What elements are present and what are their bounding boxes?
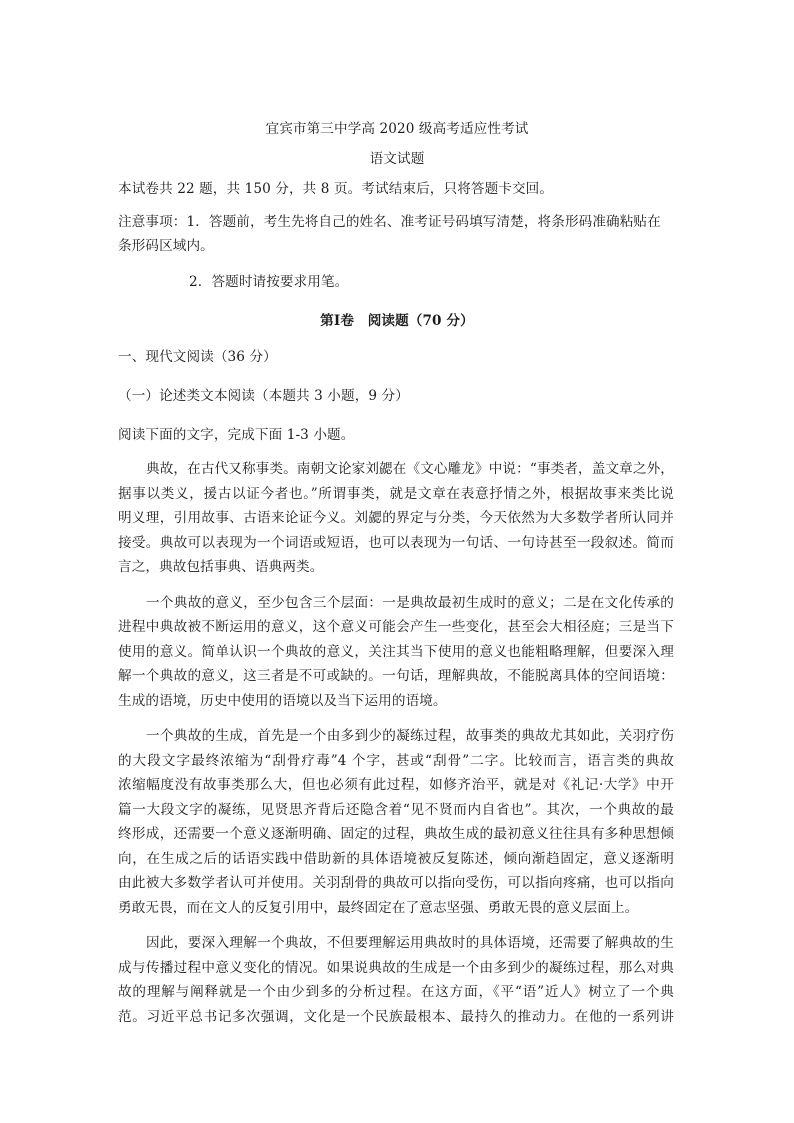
paragraph-line: 因此，要深入理解一个典故，不但要理解运用典故时的具体语境，还需要了解典故的生	[146, 935, 674, 951]
paragraph-line: 解一个典故的意义，这三者是不可或缺的。一句话，理解典故，不能脱离具体的空间语境：	[118, 668, 674, 684]
exam-intro: 本试卷共 22 题，共 150 分，共 8 页。考试结束后，只将答题卡交回。	[118, 181, 554, 197]
notice-line-1: 注意事项：1．答题前，考生先将自己的姓名、准考证号码填写清楚，将条形码准确粘贴在	[118, 214, 661, 230]
paragraph-line: 由此被大多数学者认可并使用。关羽刮骨的典故可以指向受伤，可以指向疼痛，也可以指向	[118, 875, 674, 891]
paragraph-line: 浓缩幅度没有故事类那么大，但也必须有此过程，如修齐治平，就是对《礼记·大学》中开	[118, 777, 674, 793]
exam-title: 宜宾市第三中学高 2020 级高考适应性考试	[265, 121, 529, 137]
exam-subtitle: 语文试题	[369, 151, 425, 167]
paragraph-line: 篇一大段文字的凝练，见贤思齐背后还隐含着“见不贤而内自省也”。其次，一个典故的最	[118, 802, 674, 818]
paragraph-line: 一个典故的生成，首先是一个由多到少的凝练过程，故事类的典故尤其如此，关羽疗伤	[146, 728, 674, 744]
paragraph-line: 使用的意义。简单认识一个典故的意义，关注其当下使用的意义也能粗略理解，但要深入理	[118, 644, 674, 660]
notice-line-2: 条形码区域内。	[118, 238, 214, 254]
section-heading: 一、现代文阅读（36 分）	[118, 349, 277, 365]
subsection-heading: （一）论述类文本阅读（本题共 3 小题，9 分）	[118, 388, 409, 404]
reading-instruction: 阅读下面的文字，完成下面 1-3 小题。	[118, 427, 355, 443]
paragraph-line: 言之，典故包括事典、语典两类。	[118, 559, 324, 575]
paragraph-line: 接受。典故可以表现为一个词语或短语，也可以表现为一句话、一句诗甚至一段叙述。简而	[118, 535, 674, 551]
paragraph-line: 据事以类义，援古以证今者也。”所谓事类，就是文章在表意抒情之外，根据故事来类比说	[118, 486, 674, 502]
paragraph-line: 进程中典故被不断运用的意义，这个意义可能会产生一些变化，甚至会大相径庭；三是当下	[118, 619, 674, 635]
paragraph-line: 明义理，引用故事、古语来论证今义。刘勰的界定与分类，今天依然为大多数学者所认同并	[118, 510, 674, 526]
paragraph-line: 终形成，还需要一个意义逐渐明确、固定的过程，典故生成的最初意义往往具有多种思想倾	[118, 826, 674, 842]
part-heading: 第Ⅰ卷 阅读题（70 分）	[320, 313, 474, 329]
paragraph-line: 勇敢无畏，而在文人的反复引用中，最终固定在了意志坚强、勇敢无畏的意义层面上。	[118, 900, 639, 916]
paragraph-line: 一个典故的意义，至少包含三个层面：一是典故最初生成时的意义；二是在文化传承的	[146, 595, 674, 611]
paragraph-line: 向，在生成之后的话语实践中借助新的具体语境被反复陈述，倾向渐趋固定，意义逐渐明	[118, 851, 674, 867]
paragraph-line: 典故，在古代又称事类。南朝文论家刘勰在《文心雕龙》中说：“事类者，盖文章之外，	[146, 461, 674, 477]
paragraph-line: 成与传播过程中意义变化的情况。如果说典故的生成是一个由多到少的凝练过程，那么对典	[118, 960, 674, 976]
notice-item-2: 2．答题时请按要求用笔。	[189, 274, 349, 290]
paragraph-line: 范。习近平总书记多次强调，文化是一个民族最根本、最持久的推动力。在他的一系列讲	[118, 1009, 674, 1025]
paragraph-line: 故的理解与阐释就是一个由少到多的分析过程。在这方面，《平“语”近人》树立了一个典	[118, 984, 674, 1000]
paragraph-line: 生成的语境，历史中使用的语境以及当下运用的语境。	[118, 693, 447, 709]
paragraph-line: 的大段文字最终浓缩为“刮骨疗毒”4 个字，甚或“刮骨”二字。比较而言，语言类的典故	[118, 753, 674, 769]
